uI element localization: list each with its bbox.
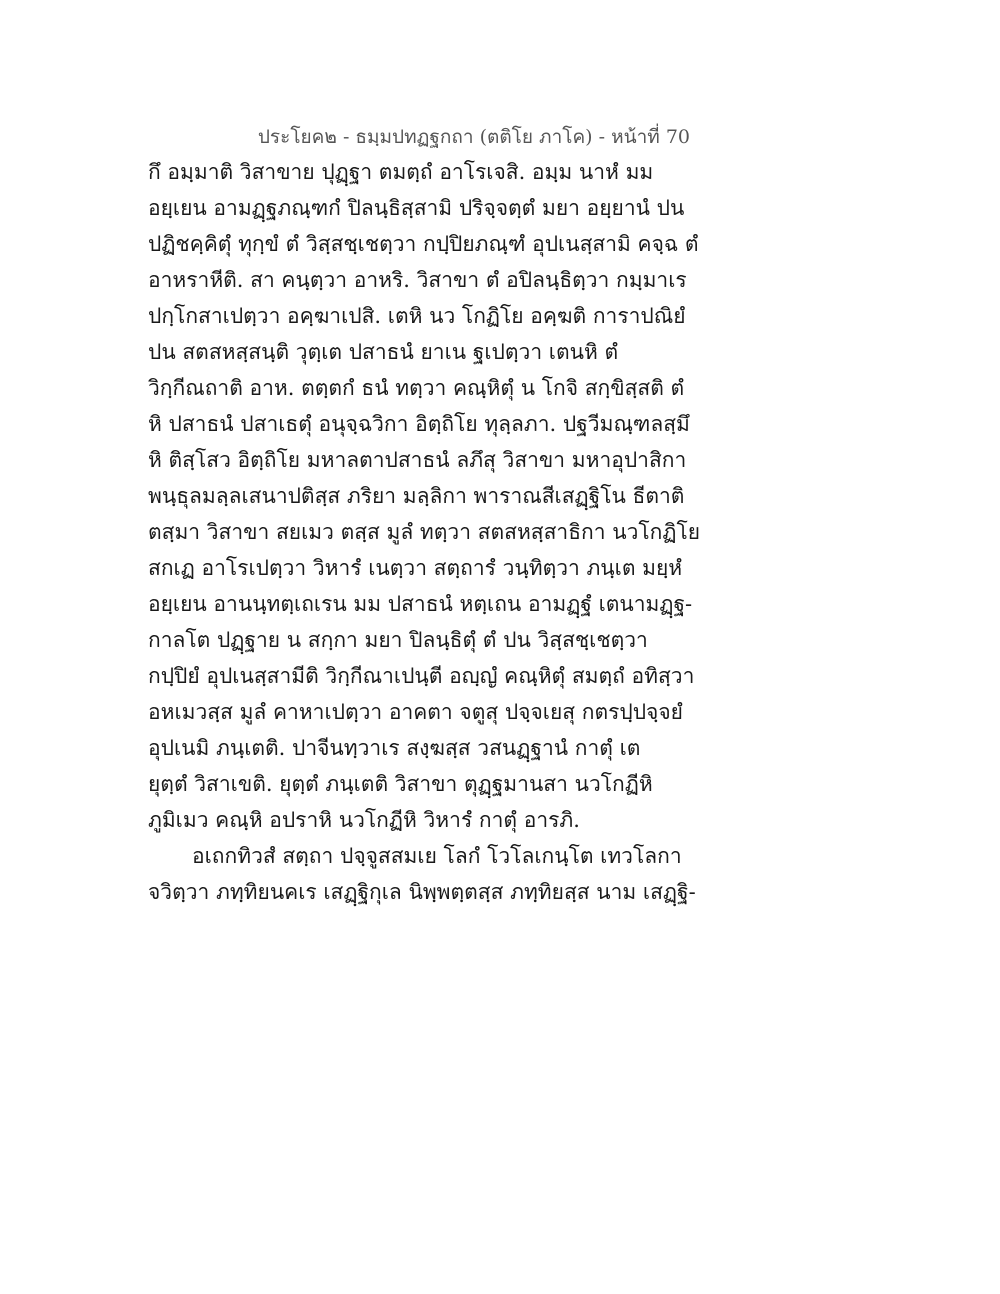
text-line: อุปเนมิ ภนฺเตติ. ปาจีนทฺวาเร สงฺฆสฺส วสนฏฺฐานํ กาตุํ เต: [148, 736, 641, 760]
text-line: ปฏิชคฺคิตุํ ทุกฺขํ ตํ วิสฺสชฺเชตฺวา กปฺปิยภณฺฑํ อุปเนสฺสามิ คจฺฉ ตํ: [148, 232, 699, 256]
text-line: จวิตฺวา ภทฺทิยนคเร เสฏฺฐิกุเล นิพฺพตฺตสฺส ภทฺทิยสฺส นาม เสฏฺฐิ-: [148, 880, 696, 904]
text-line: หิ ติสฺโสว อิตฺถิโย มหาลตาปสาธนํ ลภึสุ วิสาขา มหาอุปาสิกา: [148, 448, 687, 472]
text-line: อยฺเยน อามฏฺฐภณฺฑกํ ปิลนฺธิสฺสามิ ปริจฺจตฺตํ มยา อยฺยานํ ปน: [148, 196, 685, 220]
text-line: อยฺเยน อานนฺทตฺเถเรน มม ปสาธนํ หตฺเถน อามฏฺฐํ เตนามฏฺฐ-: [148, 592, 693, 616]
text-line: วิกฺกีณถาติ อาห. ตตฺตกํ ธนํ ทตฺวา คณฺหิตุํ น โกจิ สกฺขิสฺสติ ตํ: [148, 376, 685, 400]
text-line: ตสฺมา วิสาขา สยเมว ตสฺส มูลํ ทตฺวา สตสหสฺสาธิกา นวโกฏิโย: [148, 520, 701, 544]
text-line: สกเฏ อาโรเปตฺวา วิหารํ เนตฺวา สตฺถารํ วนฺทิตฺวา ภนฺเต มยฺหํ: [148, 556, 683, 580]
text-line: หิ ปสาธนํ ปสาเธตุํ อนุจฺฉวิกา อิตฺถิโย ทุลฺลภา. ปฐวีมณฺฑลสฺมึ: [148, 412, 690, 436]
text-line: อหเมวสฺส มูลํ คาหาเปตฺวา อาคตา จตูสุ ปจฺจเยสุ กตรปฺปจฺจยํ: [148, 700, 683, 724]
text-line: กาลโต ปฏฺฐาย น สกฺกา มยา ปิลนฺธิตุํ ตํ ปน วิสฺสชฺเชตฺวา: [148, 628, 648, 652]
text-line: อาหราหีติ. สา คนฺตฺวา อาหริ. วิสาขา ตํ อปิลนฺธิตฺวา กมฺมาเร: [148, 268, 687, 292]
text-line: ปน สตสหสฺสนฺติ วุตฺเต ปสาธนํ ยาเน ฐเปตฺวา เตนหิ ตํ: [148, 340, 619, 364]
body-text: [148, 154, 708, 910]
text-line: ยุตฺตํ วิสาเขติ. ยุตฺตํ ภนฺเตติ วิสาขา ตุฏฺฐมานสา นวโกฏีหิ: [148, 772, 653, 796]
text-line: พนฺธุลมลฺลเสนาปติสฺส ภริยา มลฺลิกา พาราณสีเสฏฺฐิโน ธีตาติ: [148, 484, 685, 508]
paragraph-first-line: อเถกทิวสํ สตฺถา ปจฺจูสสมเย โลกํ โวโลเกนฺโต เทวโลกา: [192, 844, 682, 868]
text-line: ปกฺโกสาเปตฺวา อคฺฆาเปสิ. เตหิ นว โกฏิโย อคฺฆติ การาปณิยํ: [148, 304, 686, 328]
running-header: ประโยค๒ - ธมฺมปทฏฐกถา (ตติโย ภาโค) - หน้าที่ 70: [257, 126, 690, 148]
text-line: ภูมิเมว คณฺหิ อปราหิ นวโกฏีหิ วิหารํ กาตุํ อารภิ.: [148, 808, 580, 832]
text-line: กึ อมฺมาติ วิสาขาย ปุฏฺฐา ตมตฺถํ อาโรเจสิ. อมฺม นาหํ มม: [148, 160, 654, 184]
text-line: กปฺปิยํ อุปเนสฺสามีติ วิกฺกีณาเปนฺตี อญฺญํ คณฺหิตุํ สมตฺถํ อทิสฺวา: [148, 664, 695, 688]
